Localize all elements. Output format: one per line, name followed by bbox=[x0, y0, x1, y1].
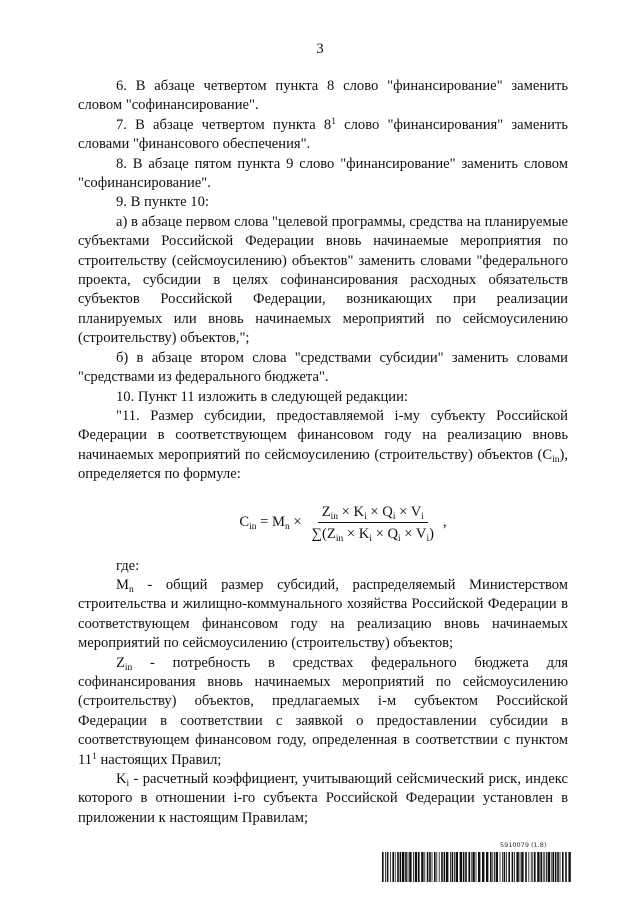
formula-denominator: $\sum(Z_{in} \times K_i \times Q_i \times V_i)$ bbox=[311, 525, 434, 544]
paragraph-9b: б) в абзаце втором слова "средствами субсидии" заменить словами "средствами из федерального бюджета". bbox=[78, 349, 568, 386]
formula-lhs: $C_{in} = M_n$ × bbox=[239, 513, 302, 532]
paragraph-11: "11. Размер субсидии, предоставляемой i-му субъекту Российской Федерации в соответствующем финансовом году на реализацию вновь начинаемых мероприятий по сейсмоусилению (строительству) объектов $(C_{in})$, определяется по формуле: bbox=[78, 407, 568, 483]
formula-tail: , bbox=[442, 513, 447, 530]
paragraph-6: 6. В абзаце четвертом пункта 8 слово "финансирование" заменить словом "софинансирование". bbox=[78, 78, 568, 114]
document-body bbox=[78, 77, 568, 828]
definition-mn: $M_n$ - общий размер субсидий, распределяемый Министерством строительства и жилищно-коммунального хозяйства Российской Федерации в соответствующем финансовом году на реализацию вновь начинаемых мероприятий по сейсмоусилению (строительству) объектов; bbox=[78, 576, 568, 652]
definition-zin: $Z_{in}$ - потребность в средствах федерального бюджета для софинансирования вновь начинаемых мероприятий по сейсмоусилению (строительству) объектов, предлагаемых i-м субъектом Российской Федерации в соответствии с заявкой о предоставлении субсидии в соответствующем финансовом году, определенная в соответствии с пунктом $11^1$ настоящих Правил; bbox=[78, 654, 568, 768]
paragraph-7: 7. В абзаце четвертом пункта $8^1$ слово "финансирования" заменить словами "финансового обеспечения". bbox=[78, 116, 568, 153]
barcode-label: 5910079 (1.8) bbox=[500, 841, 547, 849]
definition-ki: $K_i$ - расчетный коэффициент, учитывающий сейсмический риск, индекс которого в отношении i-го субъекта Российской Федерации установлен в приложении к настоящим Правилам; bbox=[78, 771, 568, 826]
paragraph-9: 9. В пункте 10: bbox=[116, 194, 209, 211]
where-label: где: bbox=[116, 557, 140, 574]
barcode-icon bbox=[382, 852, 572, 882]
page-number: 3 bbox=[316, 41, 324, 57]
paragraph-10: 10. Пункт 11 изложить в следующей редакции: bbox=[116, 388, 408, 405]
formula-fraction bbox=[308, 503, 438, 543]
paragraph-8: 8. В абзаце пятом пункта 9 слово "финансирование" заменить словом "софинансирование". bbox=[78, 155, 568, 192]
paragraph-9a: а) в абзаце первом слова "целевой программы, средства на планируемые субъектами Российской Федерации вновь начинаемые мероприятия по строительству (сейсмоусилению) объектов" заменить словами "федерального проекта, субсидии в целях софинансирования расходных обязательств субъектов Российской Федерации, возникающих при реализации планируемых или вновь начинаемых мероприятий по сейсмоусилению (строительству) объектов,"; bbox=[78, 213, 568, 347]
formula-numerator: $Z_{in} \times K_i \times Q_i \times V_i$ bbox=[318, 503, 428, 523]
subsidy-formula bbox=[118, 503, 568, 543]
